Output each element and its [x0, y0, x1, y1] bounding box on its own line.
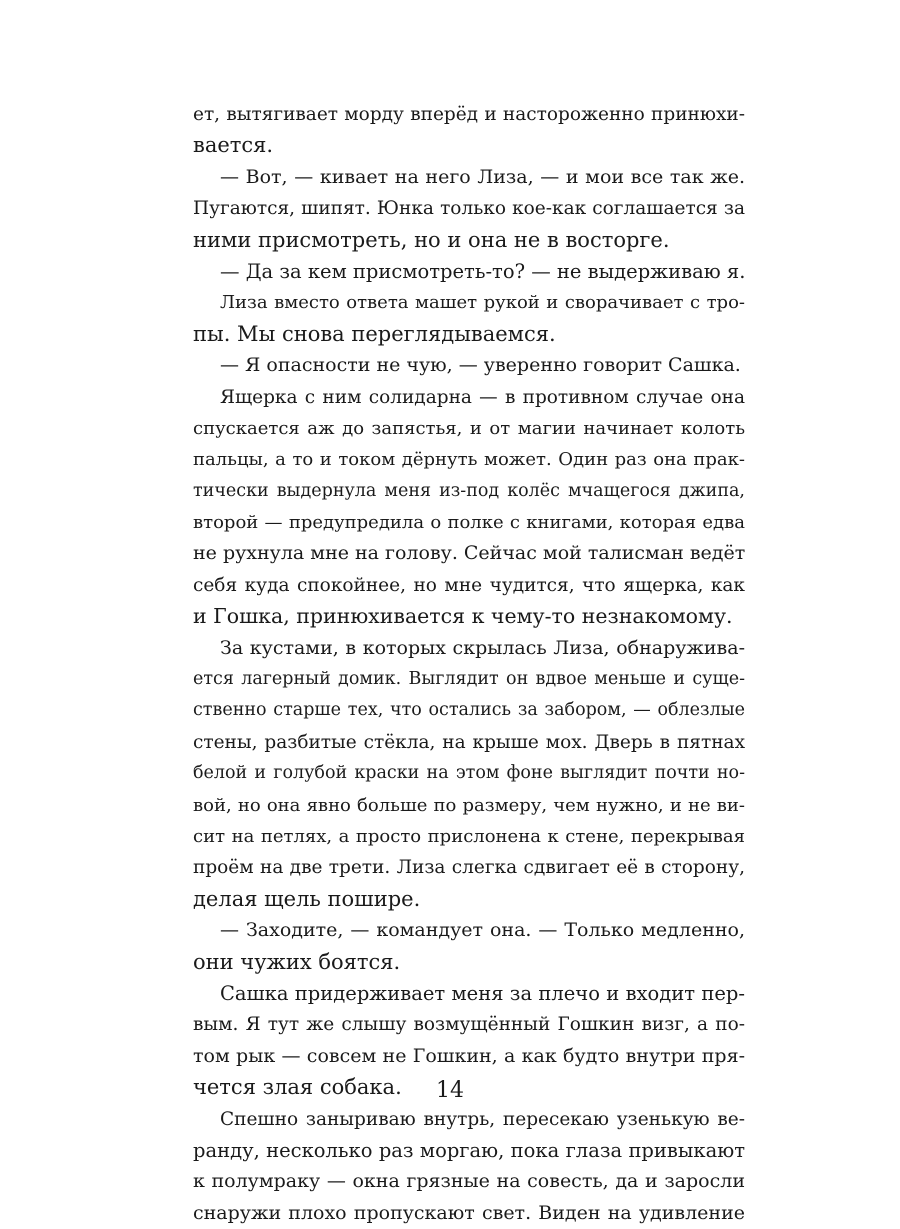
text-line: проём на две трети. Лиза слегка сдвигает её в сторону, [193, 857, 745, 879]
text-line: ранду, несколько раз моргаю, пока глаза привыкают [193, 1138, 745, 1162]
text-line: Спешно заныриваю внутрь, пересекаю узенькую ве- [220, 1108, 745, 1130]
text-line: и Гошка, принюхивается к чему-то незнакомому. [193, 604, 733, 629]
text-line: Сашка придерживает меня за плечо и входит пер- [220, 981, 745, 1005]
text-line: За кустами, в которых скрылась Лиза, обнаруживa- [220, 636, 745, 659]
text-line: белой и голубой краски на этом фоне выглядит почти но- [193, 763, 745, 784]
text-line: — Я опасности не чую, — уверенно говорит Сашка. [220, 354, 741, 377]
text-line: ет, вытягивает морду вперёд и настороженно принюхи- [193, 104, 745, 125]
text-line: Лиза вместо ответа машет рукой и сворачивает с тро- [220, 292, 745, 314]
text-line: делая щель пошире. [193, 886, 421, 911]
text-line: сит на петлях, а просто прислонена к стене, перекрывая [193, 825, 745, 847]
text-line: ственно старше тех, что остались за забором, — облезлые [193, 700, 745, 721]
text-line: ними присмотреть, но и она не в восторге. [193, 227, 670, 252]
text-line: не рухнула мне на голову. Сейчас мой талисман ведёт [193, 542, 746, 565]
text-line: пальцы, а то и током дёрнуть может. Один раз она прак- [193, 449, 745, 471]
text-line: — Вот, — кивает на него Лиза, — и мои все так же. [220, 165, 745, 188]
text-line: они чужих боятся. [193, 949, 401, 974]
text-line: второй — предупредила о полке с книгами, которая едва [193, 512, 745, 534]
body-text [193, 99, 745, 1229]
text-line: — Заходите, — командует она. — Только медленно, [220, 919, 745, 942]
text-line: к полумраку — окна грязные на совесть, да и заросли [193, 1170, 745, 1193]
text-line: вой, но она явно больше по размеру, чем нужно, и не ви- [193, 794, 745, 816]
text-line: тически выдернула меня из-под колёс мчащегося джипа, [193, 480, 745, 501]
text-line: вается. [193, 133, 274, 158]
text-line: — Да за кем присмотреть-то? — не выдерживаю я. [220, 259, 746, 283]
text-line: вым. Я тут же слышу возмущённый Гошкин визг, а по- [193, 1014, 745, 1036]
text-line: чется злая собака. [193, 1075, 402, 1100]
text-line: том рык — совсем не Гошкин, а как будто внутри пря- [193, 1044, 745, 1067]
text-line: снаружи плохо пропускают свет. Виден на удивление [193, 1201, 745, 1224]
text-line: Ящерка с ним солидарна — в противном случае она [220, 386, 745, 408]
page-number: 14 [436, 1078, 464, 1103]
text-line: Пугаются, шипят. Юнка только кое-как соглашается за [193, 198, 745, 220]
text-line: пы. Мы снова переглядываемся. [193, 321, 556, 346]
text-line: стены, разбитые стёкла, на крыше мох. Дверь в пятнах [193, 731, 745, 753]
text-line: ется лагерный домик. Выглядит он вдвое меньше и суще- [193, 669, 745, 690]
text-line: себя куда спокойнее, но мне чудится, что ящерка, как [193, 574, 745, 596]
text-line: спускается аж до запястья, и от магии начинает колоть [193, 417, 745, 439]
